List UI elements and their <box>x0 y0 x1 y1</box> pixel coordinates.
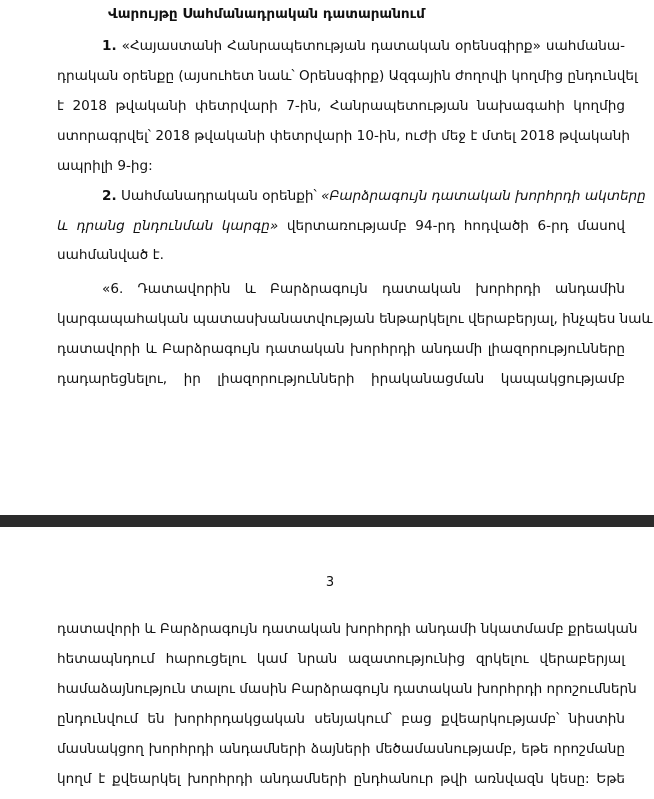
section-heading: Վարույթը Սահմանադրական դատարանում <box>108 6 425 22</box>
paragraph-4-line-3: համաձայնություն տալու մասին Բարձրագույն դատական խորհրդի որոշումներն <box>57 681 637 697</box>
paragraph-1-line-1: 1. «Հայաստանի Հանրապետության դատական օրենսգիրք» սահմանա- <box>102 38 625 54</box>
paragraph-4-line-4: ընդունվում են խորհրդակցական սենյակում՝ բաց քվեարկությամբ՝ նիստին <box>57 711 625 727</box>
document-page-bottom <box>0 527 654 799</box>
paragraph-1-number: 1. <box>102 38 117 54</box>
page-number: 3 <box>325 575 335 590</box>
paragraph-2-line-1: 2. Սահմանադրական օրենքի՝ «Բարձրագույն դատական խորհրդի ակտերը <box>102 188 646 204</box>
paragraph-2-line-2: և դրանց ընդունման կարգը» վերտառությամբ 94-րդ հոդվածի 6-րդ մասով <box>57 218 625 234</box>
paragraph-4-line-5: մասնակցող խորհրդի անդամների ձայների մեծամասնությամբ, եթե որոշմանը <box>57 741 625 757</box>
paragraph-1-line-4: ստորագրվել՝ 2018 թվականի փետրվարի 10-ին, ուժի մեջ է մտել 2018 թվականի <box>57 128 631 144</box>
paragraph-4-line-1: դատավորի և Բարձրագույն դատական խորհրդի անդամի նկատմամբ քրեական <box>57 621 638 637</box>
paragraph-2-number: 2. <box>102 188 117 204</box>
paragraph-1-line-3: է 2018 թվականի փետրվարի 7-ին, Հանրապետության նախագահի կողմից <box>57 98 625 114</box>
paragraph-3-line-1: «6. Դատավորին և Բարձրագույն դատական խորհրդի անդամին <box>102 281 625 297</box>
paragraph-1-line-5: ապրիլի 9-ից: <box>57 158 153 174</box>
paragraph-3-line-3: դատավորի և Բարձրագույն դատական խորհրդի անդամի լիազորությունները <box>57 341 625 357</box>
paragraph-1-line-2: դրական օրենքը (այսուհետ նաև՝ Օրենսգիրք) Ազգային ժողովի կողմից ընդունվել <box>57 68 638 84</box>
paragraph-3-line-4: դադարեցնելու, իր լիազորությունների իրականացման կապակցությամբ <box>57 371 625 387</box>
page-separator <box>0 515 654 527</box>
paragraph-2-line-3: սահմանված է. <box>57 247 164 263</box>
paragraph-4-line-2: հետապնդում հարուցելու կամ նրան ազատությունից զրկելու վերաբերյալ <box>57 651 625 667</box>
paragraph-3-line-2: կարգապահական պատասխանատվության ենթարկելու վերաբերյալ, ինչպես նաև <box>57 311 653 327</box>
paragraph-4-line-6: կողմ է քվեարկել խորհրդի անդամների ընդհանուր թվի առնվազն կեսը: Եթե <box>57 771 625 787</box>
